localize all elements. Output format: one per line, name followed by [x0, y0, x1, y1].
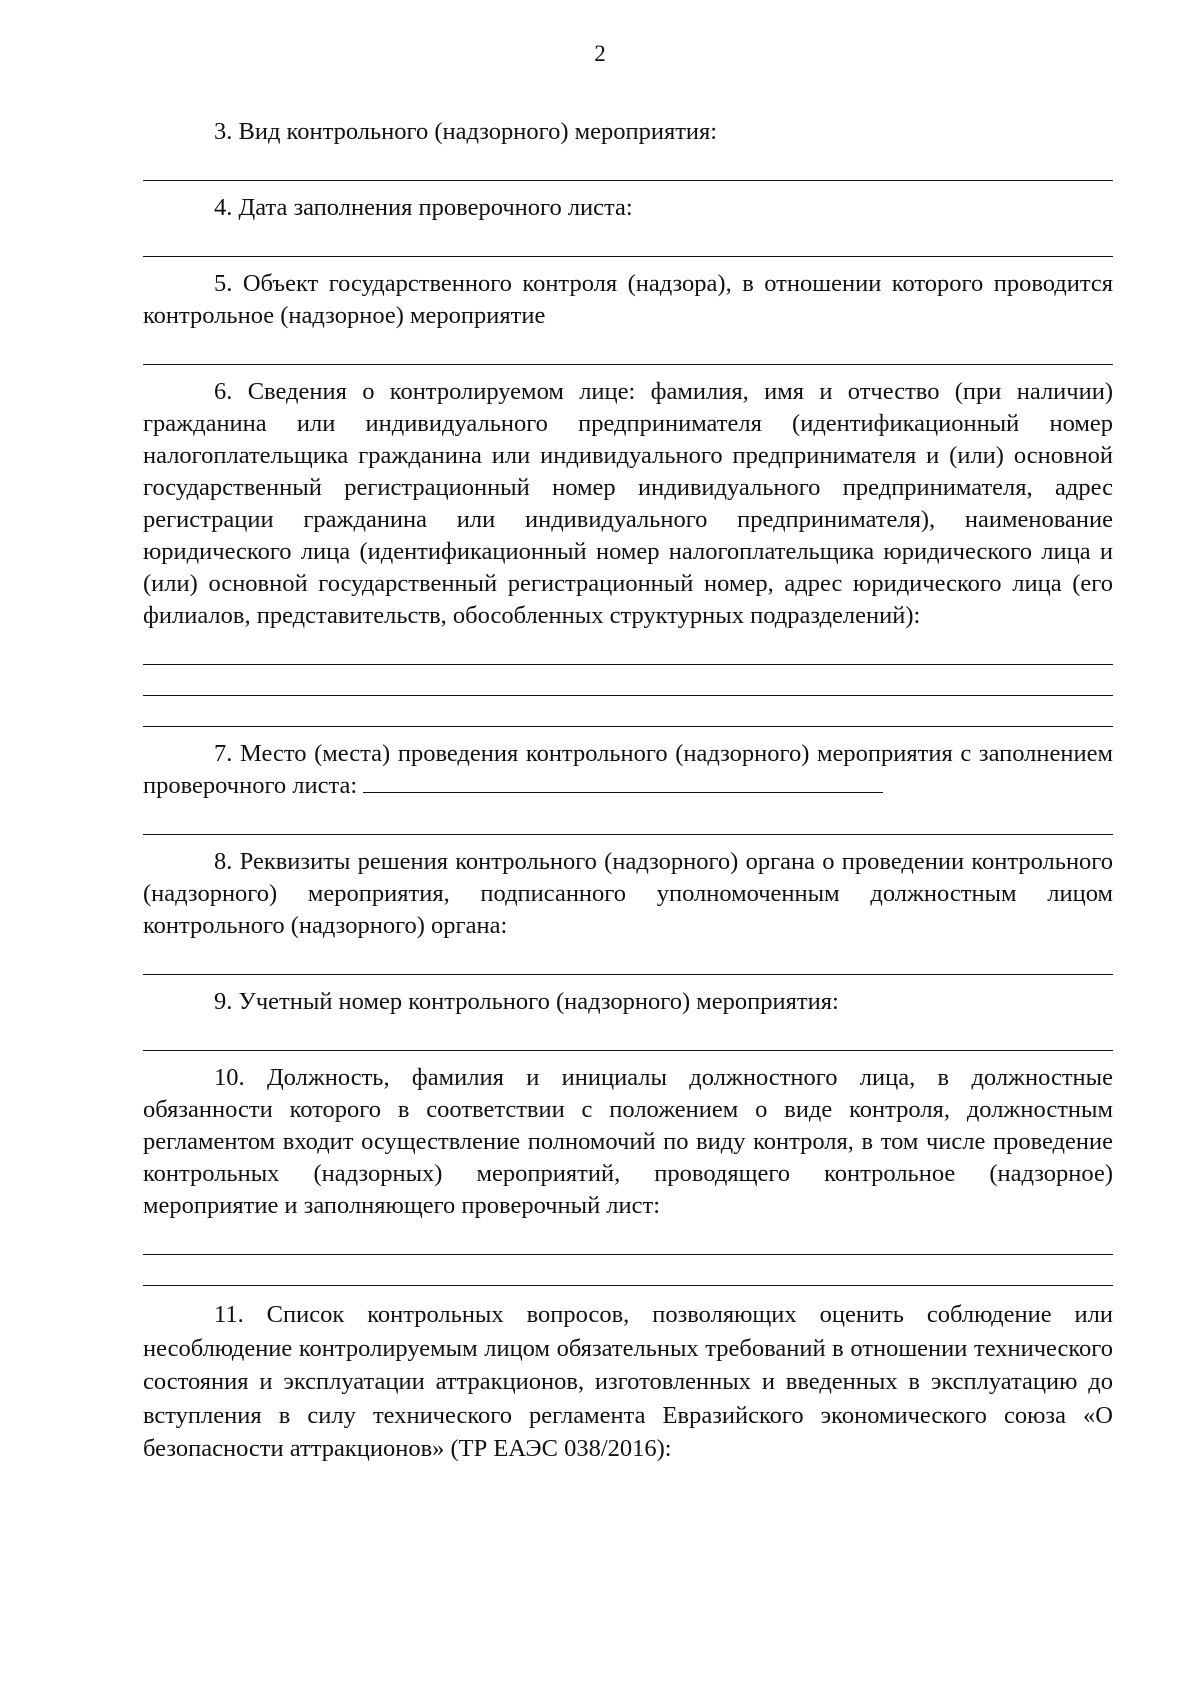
- item-10-text: 10. Должность, фамилия и инициалы должностного лица, в должностные обязанности которого в соответствии с положением о виде контроля, должностным регламентом входит осуществление полномочий по виду контроля, в том числе проведение контрольных (надзорных) мероприятий, проводящего контрольное (надзорное) мероприятие и заполняющего проверочный лист:: [143, 1064, 1113, 1219]
- item-7-text: [143, 738, 1113, 802]
- item-10-blank-space-1: [143, 1222, 1113, 1254]
- item-8-fill-line[interactable]: [143, 974, 1113, 975]
- item-10-fill-line-2[interactable]: [143, 1285, 1113, 1286]
- item-5-blank-space: [143, 332, 1113, 364]
- item-3-text: 3. Вид контрольного (надзорного) мероприятия:: [214, 118, 718, 145]
- item-11-text: 11. Список контрольных вопросов, позволяющих оценить соблюдение или несоблюдение контролируемым лицом обязательных требований в отношении технического состояния и эксплуатации аттракционов, изготовленных и введенных в эксплуатацию до вступления в силу технического регламента Евразийского экономического союза «О безопасности аттракционов» (ТР ЕАЭС 038/2016):: [143, 1301, 1113, 1462]
- item-5-text: 5. Объект государственного контроля (надзора), в отношении которого проводится контрольное (надзорное) мероприятие: [143, 270, 1113, 329]
- item-8-blank-space: [143, 942, 1113, 974]
- item-7-label: 7. Место (места) проведения контрольного (надзорного) мероприятия с заполнением проверочного листа:: [143, 740, 1113, 799]
- item-6-blank-space-3: [143, 696, 1113, 726]
- item-6-fill-line-3[interactable]: [143, 726, 1113, 727]
- item-4-blank-space: [143, 224, 1113, 256]
- item-9-blank-space: [143, 1018, 1113, 1050]
- item-7-inline-fill-line[interactable]: [363, 770, 883, 793]
- item-7-fill-line[interactable]: [143, 834, 1113, 835]
- item-6-blank-space-1: [143, 632, 1113, 664]
- item-7-blank-space: [143, 802, 1113, 834]
- item-3-blank-space: [143, 148, 1113, 180]
- item-9-text: 9. Учетный номер контрольного (надзорного) мероприятия:: [214, 988, 839, 1015]
- item-6-blank-space-2: [143, 665, 1113, 695]
- item-8-text: 8. Реквизиты решения контрольного (надзорного) органа о проведении контрольного (надзорного) мероприятия, подписанного уполномоченным должностным лицом контрольного (надзорного) органа:: [143, 848, 1113, 939]
- form-content: [143, 116, 1113, 1466]
- item-4-fill-line[interactable]: [143, 256, 1113, 257]
- item-4-text: 4. Дата заполнения проверочного листа:: [214, 194, 633, 221]
- item-3-fill-line[interactable]: [143, 180, 1113, 181]
- page-number: 2: [594, 41, 606, 66]
- item-6-text: 6. Сведения о контролируемом лице: фамилия, имя и отчество (при наличии) гражданина или индивидуального предпринимателя (идентификационный номер налогоплательщика гражданина или индивидуального предпринимателя и (или) основной государственный регистрационный номер индивидуального предпринимателя, адрес регистрации гражданина или индивидуального предпринимателя), наименование юридического лица (идентификационный номер налогоплательщика юридического лица и (или) основной государственный регистрационный номер, адрес юридического лица (его филиалов, представительств, обособленных структурных подразделений):: [143, 378, 1113, 629]
- item-10-blank-space-2: [143, 1255, 1113, 1285]
- item-5-fill-line[interactable]: [143, 364, 1113, 365]
- item-9-fill-line[interactable]: [143, 1050, 1113, 1051]
